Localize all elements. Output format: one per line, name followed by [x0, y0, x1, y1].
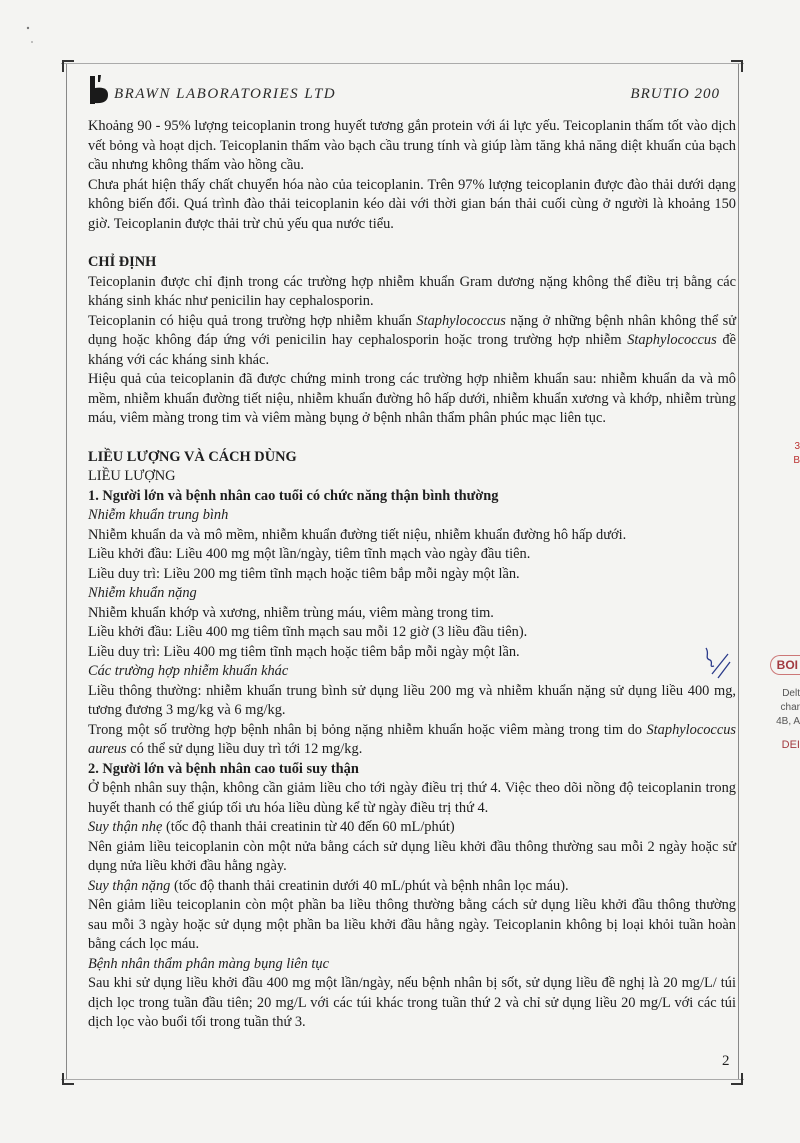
section-heading: LIỀU LƯỢNG VÀ CÁCH DÙNG	[88, 448, 297, 465]
product-name: BRUTIO 200	[630, 86, 720, 102]
body-paragraph: Liều duy trì: Liều 400 mg tiêm tĩnh mạch hoặc tiêm bắp mỗi ngày một lần.	[88, 643, 520, 660]
body-paragraph: Khoảng 90 - 95% lượng teicoplanin trong huyết tương gắn protein với ái lực yếu. Teicoplanin thấm tốt vào dịch vết bỏng và hoạt dịch. Teicoplanin thấm vào bạch cầu trung tính và giúp làm tăng khả năng diệt khuẩn của bạch cầu nhưng không thấm vào hồng cầu.	[88, 118, 736, 173]
body-paragraph: Ở bệnh nhân suy thận, không cần giảm liều cho tới ngày điều trị thứ 4. Việc theo dõi nồng độ teicoplanin trong huyết thanh có thể giúp tối ưu hóa liều dùng kể từ ngày điều trị thứ 4.	[88, 780, 736, 816]
frame-corner	[731, 60, 743, 72]
section-heading: 2. Người lớn và bệnh nhân cao tuổi suy thận	[88, 760, 359, 777]
signature-mark	[700, 644, 734, 684]
italic-term: Staphylococcus	[416, 312, 506, 329]
subheading: Bệnh nhân thẩm phân màng bụng liên tục	[88, 955, 330, 972]
body-paragraph: Teicoplanin được chỉ định trong các trường hợp nhiễm khuẩn Gram dương nặng không thể điều trị bằng các kháng sinh khác như penicilin hay cephalosporin.	[88, 273, 736, 309]
subheading: Nhiễm khuẩn nặng	[88, 585, 197, 601]
body-paragraph: Liều duy trì: Liều 200 mg tiêm tĩnh mạch hoặc tiêm bắp mỗi ngày một lần.	[88, 565, 520, 582]
body-paragraph: Nhiễm khuẩn khớp và xương, nhiễm trùng máu, viêm màng trong tim.	[88, 604, 494, 621]
italic-term: Staphylococcus	[627, 332, 717, 348]
body-paragraph: Liều khởi đầu: Liều 400 mg tiêm tĩnh mạch sau mỗi 12 giờ (3 liều đầu tiên).	[88, 624, 528, 640]
frame-corner	[62, 60, 74, 72]
scan-speck	[22, 20, 42, 55]
italic-term: Suy thận nhẹ	[88, 819, 163, 835]
frame-corner	[731, 1073, 743, 1085]
body-paragraph: Suy thận nhẹ (tốc độ thanh thải creatinin từ 40 đến 60 mL/phút)	[88, 819, 455, 835]
body-paragraph: Trong một số trường hợp bệnh nhân bị bỏng nặng nhiễm khuẩn hoặc viêm màng trong tim do Staphylococcus aureus có thể sử dụng liều duy trì tới 12 mg/kg.	[88, 721, 736, 757]
page-number: 2	[722, 1053, 730, 1069]
body-paragraph: Nên giảm liều teicoplanin còn một nửa bằng cách sử dụng liều khởi đầu thông thường sau mỗi 2 ngày hoặc sử dụng nửa liều khởi đầu hằng ngày.	[88, 838, 736, 874]
body-paragraph: Hiệu quả của teicoplanin đã được chứng minh trong các trường hợp nhiễm khuẩn sau: nhiễm khuẩn da và mô mềm, nhiễm khuẩn đường tiết niệu, nhiễm khuẩn đường hô hấp dưới, nhiễm khuẩn xương và khớp, nhiễm trùng máu, viêm màng trong tim và viêm màng bụng ở bệnh nhân thẩm phân phúc mạc liên tục.	[88, 371, 736, 426]
company-logo-icon	[88, 74, 112, 106]
document-body	[88, 117, 736, 1033]
stamp-fragment: BOI Delt char 4B, A DEI	[770, 655, 800, 751]
body-paragraph: Nên giảm liều teicoplanin còn một phần ba liều thông thường bằng cách sử dụng liều khởi đầu thông thường sau mỗi 3 ngày hoặc sử dụng một phần ba liều khởi đầu hằng ngày. Teicoplanin không bị loại khỏi tuần hoàn bằng cách lọc máu.	[88, 897, 736, 952]
paragraph-gap	[88, 234, 736, 253]
page-header	[88, 74, 720, 112]
body-paragraph: Suy thận nặng (tốc độ thanh thải creatinin dưới 40 mL/phút và bệnh nhân lọc máu).	[88, 877, 569, 894]
italic-term: Staphylococcus aureus	[88, 721, 736, 757]
body-paragraph: Liều khởi đầu: Liều 400 mg một lần/ngày, tiêm tĩnh mạch vào ngày đầu tiên.	[88, 546, 531, 562]
italic-term: Suy thận nặng	[88, 877, 171, 894]
section-heading: CHỈ ĐỊNH	[88, 254, 157, 270]
body-paragraph: Nhiễm khuẩn da và mô mềm, nhiễm khuẩn đường tiết niệu, nhiễm khuẩn đường hô hấp dưới.	[88, 526, 627, 543]
section-heading: 1. Người lớn và bệnh nhân cao tuổi có chức năng thận bình thường	[88, 487, 499, 504]
body-paragraph: Teicoplanin có hiệu quả trong trường hợp nhiễm khuẩn Staphylococcus nặng ở những bệnh nhân không thể sử dụng hoặc không đáp ứng với penicilin hay cephalosporin hoặc trong trường hợp nhiễm Staphylococcus đề kháng với các kháng sinh khác.	[88, 312, 736, 368]
frame-corner	[62, 1073, 74, 1085]
body-paragraph: Chưa phát hiện thấy chất chuyển hóa nào của teicoplanin. Trên 97% lượng teicoplanin được đào thải dưới dạng không biến đổi. Quá trình đào thải teicoplanin kéo dài với thời gian bán thải cuối cùng ở người là khoảng 150 giờ. Teicoplanin được thải trừ chủ yếu qua nước tiểu.	[88, 176, 736, 232]
body-paragraph: Liều thông thường: nhiễm khuẩn trung bình sử dụng liều 200 mg và nhiễm khuẩn nặng sử dụng liều 400 mg, tương đương 3 mg/kg và 6 mg/kg.	[88, 682, 736, 718]
paragraph-gap	[88, 429, 736, 448]
body-paragraph: LIỀU LƯỢNG	[88, 468, 176, 484]
stamp-fragment: 3 B	[793, 441, 800, 466]
body-paragraph: Sau khi sử dụng liều khởi đầu 400 mg một lần/ngày, nếu bệnh nhân bị sốt, sử dụng liều đề nghị là 20 mg/L/ túi dịch lọc trong tuần đầu tiên; 20 mg/L với các túi khác trong tuần thứ 2 và chỉ sử dụng liều 20 mg/L với các túi dịch lọc vào buổi tối trong tuần thứ 3.	[88, 975, 736, 1030]
subheading: Các trường hợp nhiễm khuẩn khác	[88, 663, 289, 679]
company-name: BRAWN LABORATORIES LTD	[114, 86, 337, 102]
subheading: Nhiễm khuẩn trung bình	[88, 507, 229, 523]
